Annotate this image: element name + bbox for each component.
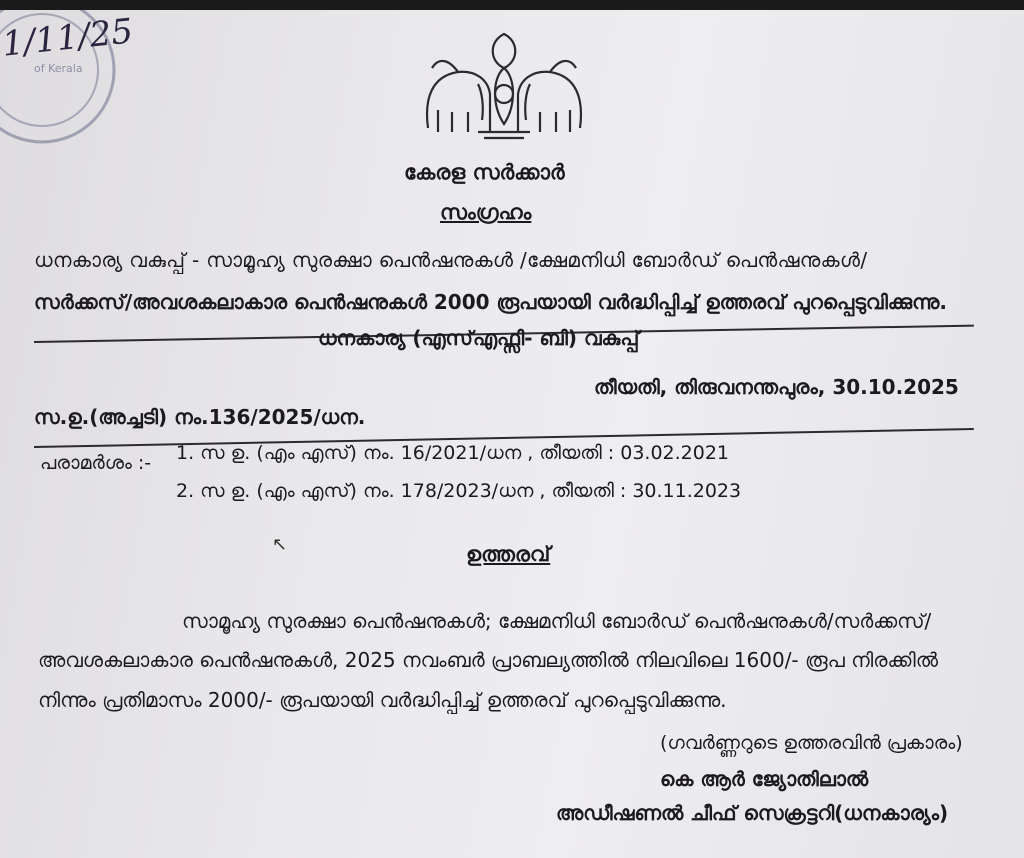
references-label: പരാമർശം :-	[40, 452, 152, 474]
svg-text:of Kerala: of Kerala	[34, 62, 83, 75]
subject-line-1: ധനകാര്യ വകുപ്പ് - സാമൂഹ്യ സുരക്ഷാ പെൻഷനുകൾ /ക്ഷേമനിധി ബോർഡ് പെൻഷനുകൾ/	[34, 248, 868, 272]
signatory-designation: അഡീഷണൽ ചീഫ് സെക്രട്ടറി(ധനകാര്യം)	[556, 801, 949, 825]
abstract-heading: സംഗ്രഹം	[440, 200, 532, 224]
signatory-name: കെ ആർ ജ്യോതിലാൽ	[660, 767, 869, 791]
by-order-of-governor: (ഗവർണ്ണറുടെ ഉത്തരവിൻ പ്രകാരം)	[660, 732, 963, 754]
reference-item: 1. സ ഉ. (എം എസ്) നം. 16/2021/ധന , തീയതി : 03.02.2021	[176, 442, 730, 464]
subject-line-2: സർക്കസ്/അവശകലാകാര പെൻഷനുകൾ 2000 രൂപയായി വർദ്ധിപ്പിച്ച് ഉത്തരവ് പുറപ്പെടുവിക്കുന്നു.	[34, 290, 947, 314]
government-name: കേരള സർക്കാർ	[404, 160, 565, 184]
reference-item: 2. സ ഉ. (എം എസ്) നം. 178/2023/ധന , തീയതി : 30.11.2023	[176, 480, 742, 502]
order-body-line: അവശകലാകാര പെൻഷനുകൾ, 2025 നവംബർ പ്രാബല്യത്തിൽ നിലവിലെ 1600/- രൂപ നിരക്കിൽ	[38, 648, 938, 672]
order-date: തീയതി, തിരുവനന്തപുരം, 30.10.2025	[594, 375, 959, 399]
order-body-line: നിന്നും പ്രതിമാസം 2000/- രൂപയായി വർദ്ധിപ്പിച്ച് ഉത്തരവ് പുറപ്പെടുവിക്കുന്നു.	[38, 688, 727, 712]
handwritten-date: 1/11/25	[0, 11, 135, 65]
government-order-document	[0, 10, 1024, 858]
order-body-line: സാമൂഹ്യ സുരക്ഷാ പെൻഷനുകൾ; ക്ഷേമനിധി ബോർഡ് പെൻഷനുകൾ/സർക്കസ്/	[182, 609, 932, 633]
order-heading: ഉത്തരവ്	[466, 542, 551, 566]
kerala-emblem-icon	[418, 28, 590, 144]
order-number: സ.ഉ.(അച്ചടി) നം.136/2025/ധന.	[34, 405, 366, 429]
stray-mark: ↖	[272, 534, 288, 555]
department-name: ധനകാര്യ (എസ്എഫ്സി- ബി) വകുപ്പ്	[318, 326, 640, 350]
